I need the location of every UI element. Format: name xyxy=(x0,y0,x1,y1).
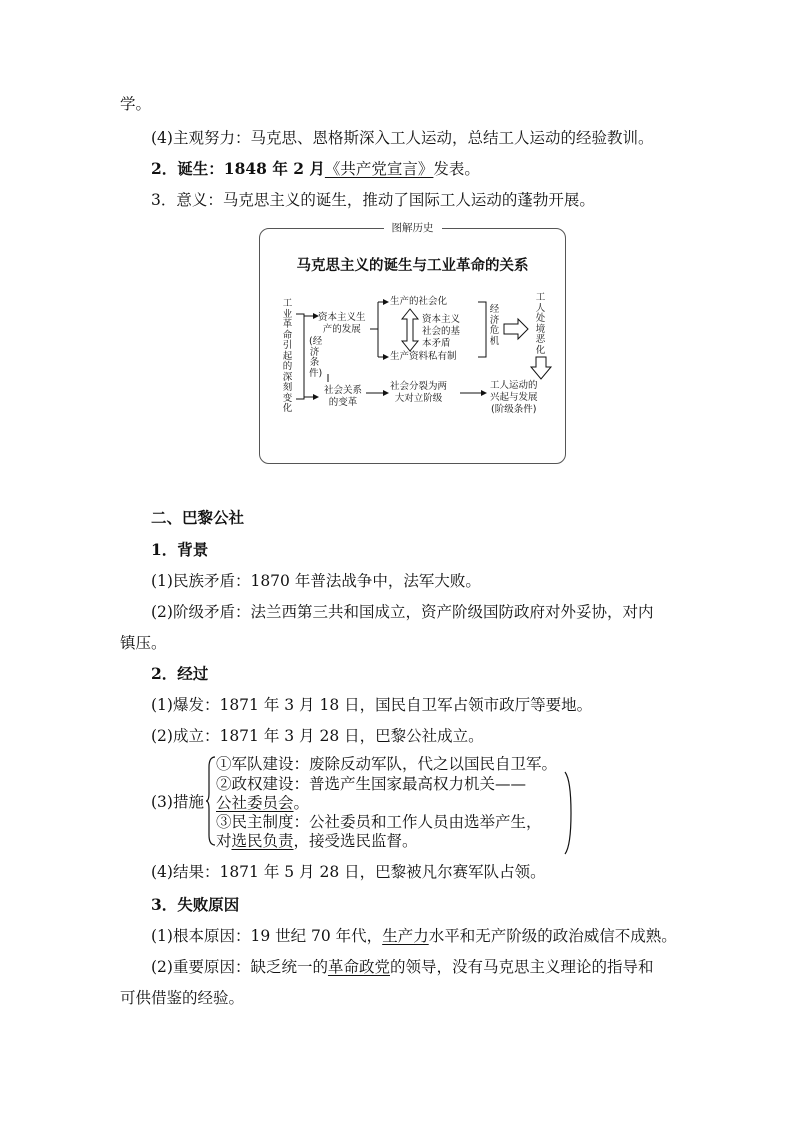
diagram-social-change: 社会关系 的变革 xyxy=(324,385,363,408)
text-line: (2)阶级矛盾：法兰西第三共和国成立，资产阶级国防政府对外妥协，对内 xyxy=(151,603,654,621)
measure-3: ③民主制度：公社委员和工作人员由选举产生， xyxy=(216,813,542,831)
text-line: (2)成立：1871 年 3 月 28 日，巴黎公社成立。 xyxy=(151,727,484,745)
text-line: 镇压。 xyxy=(120,634,167,652)
text-line: (4)主观努力：马克思、恩格斯深入工人运动，总结工人运动的经验教训。 xyxy=(151,129,654,147)
diagram-worker-worse: 工人处境恶化 xyxy=(535,292,546,356)
text-line: 3．意义：马克思主义的诞生，推动了国际工人运动的蓬勃开展。 xyxy=(151,191,595,209)
diagram-tag: 图解历史 xyxy=(384,220,442,236)
diagram-workers-movement: 工人运动的 兴起与发展 (阶级条件) xyxy=(490,380,538,415)
text-line xyxy=(151,159,480,179)
measure-2-cont: 公社委员会。 xyxy=(216,794,310,812)
subsection-heading: 1．背景 xyxy=(151,540,209,559)
text-line: (2)重要原因：缺乏统一的革命政党的领导，没有马克思主义理论的指导和 xyxy=(151,958,654,976)
text-line: 可供借鉴的经验。 xyxy=(120,989,245,1007)
subsection-heading: 2．经过 xyxy=(151,664,209,683)
section-heading: 二、巴黎公社 xyxy=(151,508,245,527)
diagram-class-split: 社会分裂为两 大对立阶级 xyxy=(390,381,448,404)
diagram-econ-condition: (经济条件) xyxy=(309,336,323,379)
measures-label: (3)措施 xyxy=(151,793,204,811)
diagram-socialization: 生产的社会化 xyxy=(390,296,448,307)
communist-manifesto: 《共产党宣言》 xyxy=(324,160,434,178)
measure-2: ②政权建设：普选产生国家最高权力机关—— xyxy=(216,775,527,793)
subsection-heading: 3．失败原因 xyxy=(151,895,240,914)
diagram-basic-contradiction: 资本主义 社会的基 本矛盾 xyxy=(422,314,461,349)
measures-right-bracket xyxy=(563,770,573,856)
diagram-title: 马克思主义的诞生与工业革命的关系 xyxy=(296,258,529,274)
text-line: (1)爆发：1871 年 3 月 18 日，国民自卫军占领市政厅等要地。 xyxy=(151,696,593,714)
diagram-industrial-change: 工业革命引起的深刻变化 xyxy=(282,298,293,414)
diagram-economic-crisis: 经济危机 xyxy=(489,304,500,347)
measures-brace xyxy=(206,755,216,847)
history-diagram xyxy=(259,222,566,464)
diagram-capitalist-dev: 资本主义生 产的发展 xyxy=(318,312,366,335)
measure-3-cont: 对选民负责，接受选民监督。 xyxy=(216,832,418,850)
text-line: (1)根本原因：19 世纪 70 年代，生产力水平和无产阶级的政治威信不成熟。 xyxy=(151,927,677,945)
text-line: 学。 xyxy=(120,95,152,113)
birth-prefix: 2．诞生：1848 年 2 月 xyxy=(151,159,325,178)
text-line: (4)结果：1871 年 5 月 28 日，巴黎被凡尔赛军队占领。 xyxy=(151,863,546,881)
text-line: (1)民族矛盾：1870 年普法战争中，法军大败。 xyxy=(151,572,481,590)
diagram-connectors xyxy=(260,229,567,465)
measure-1: ①军队建设：废除反动军队，代之以国民自卫军。 xyxy=(216,755,558,773)
diagram-private-ownership: 生产资料私有制 xyxy=(390,351,457,362)
birth-suffix: 发表。 xyxy=(433,160,480,178)
